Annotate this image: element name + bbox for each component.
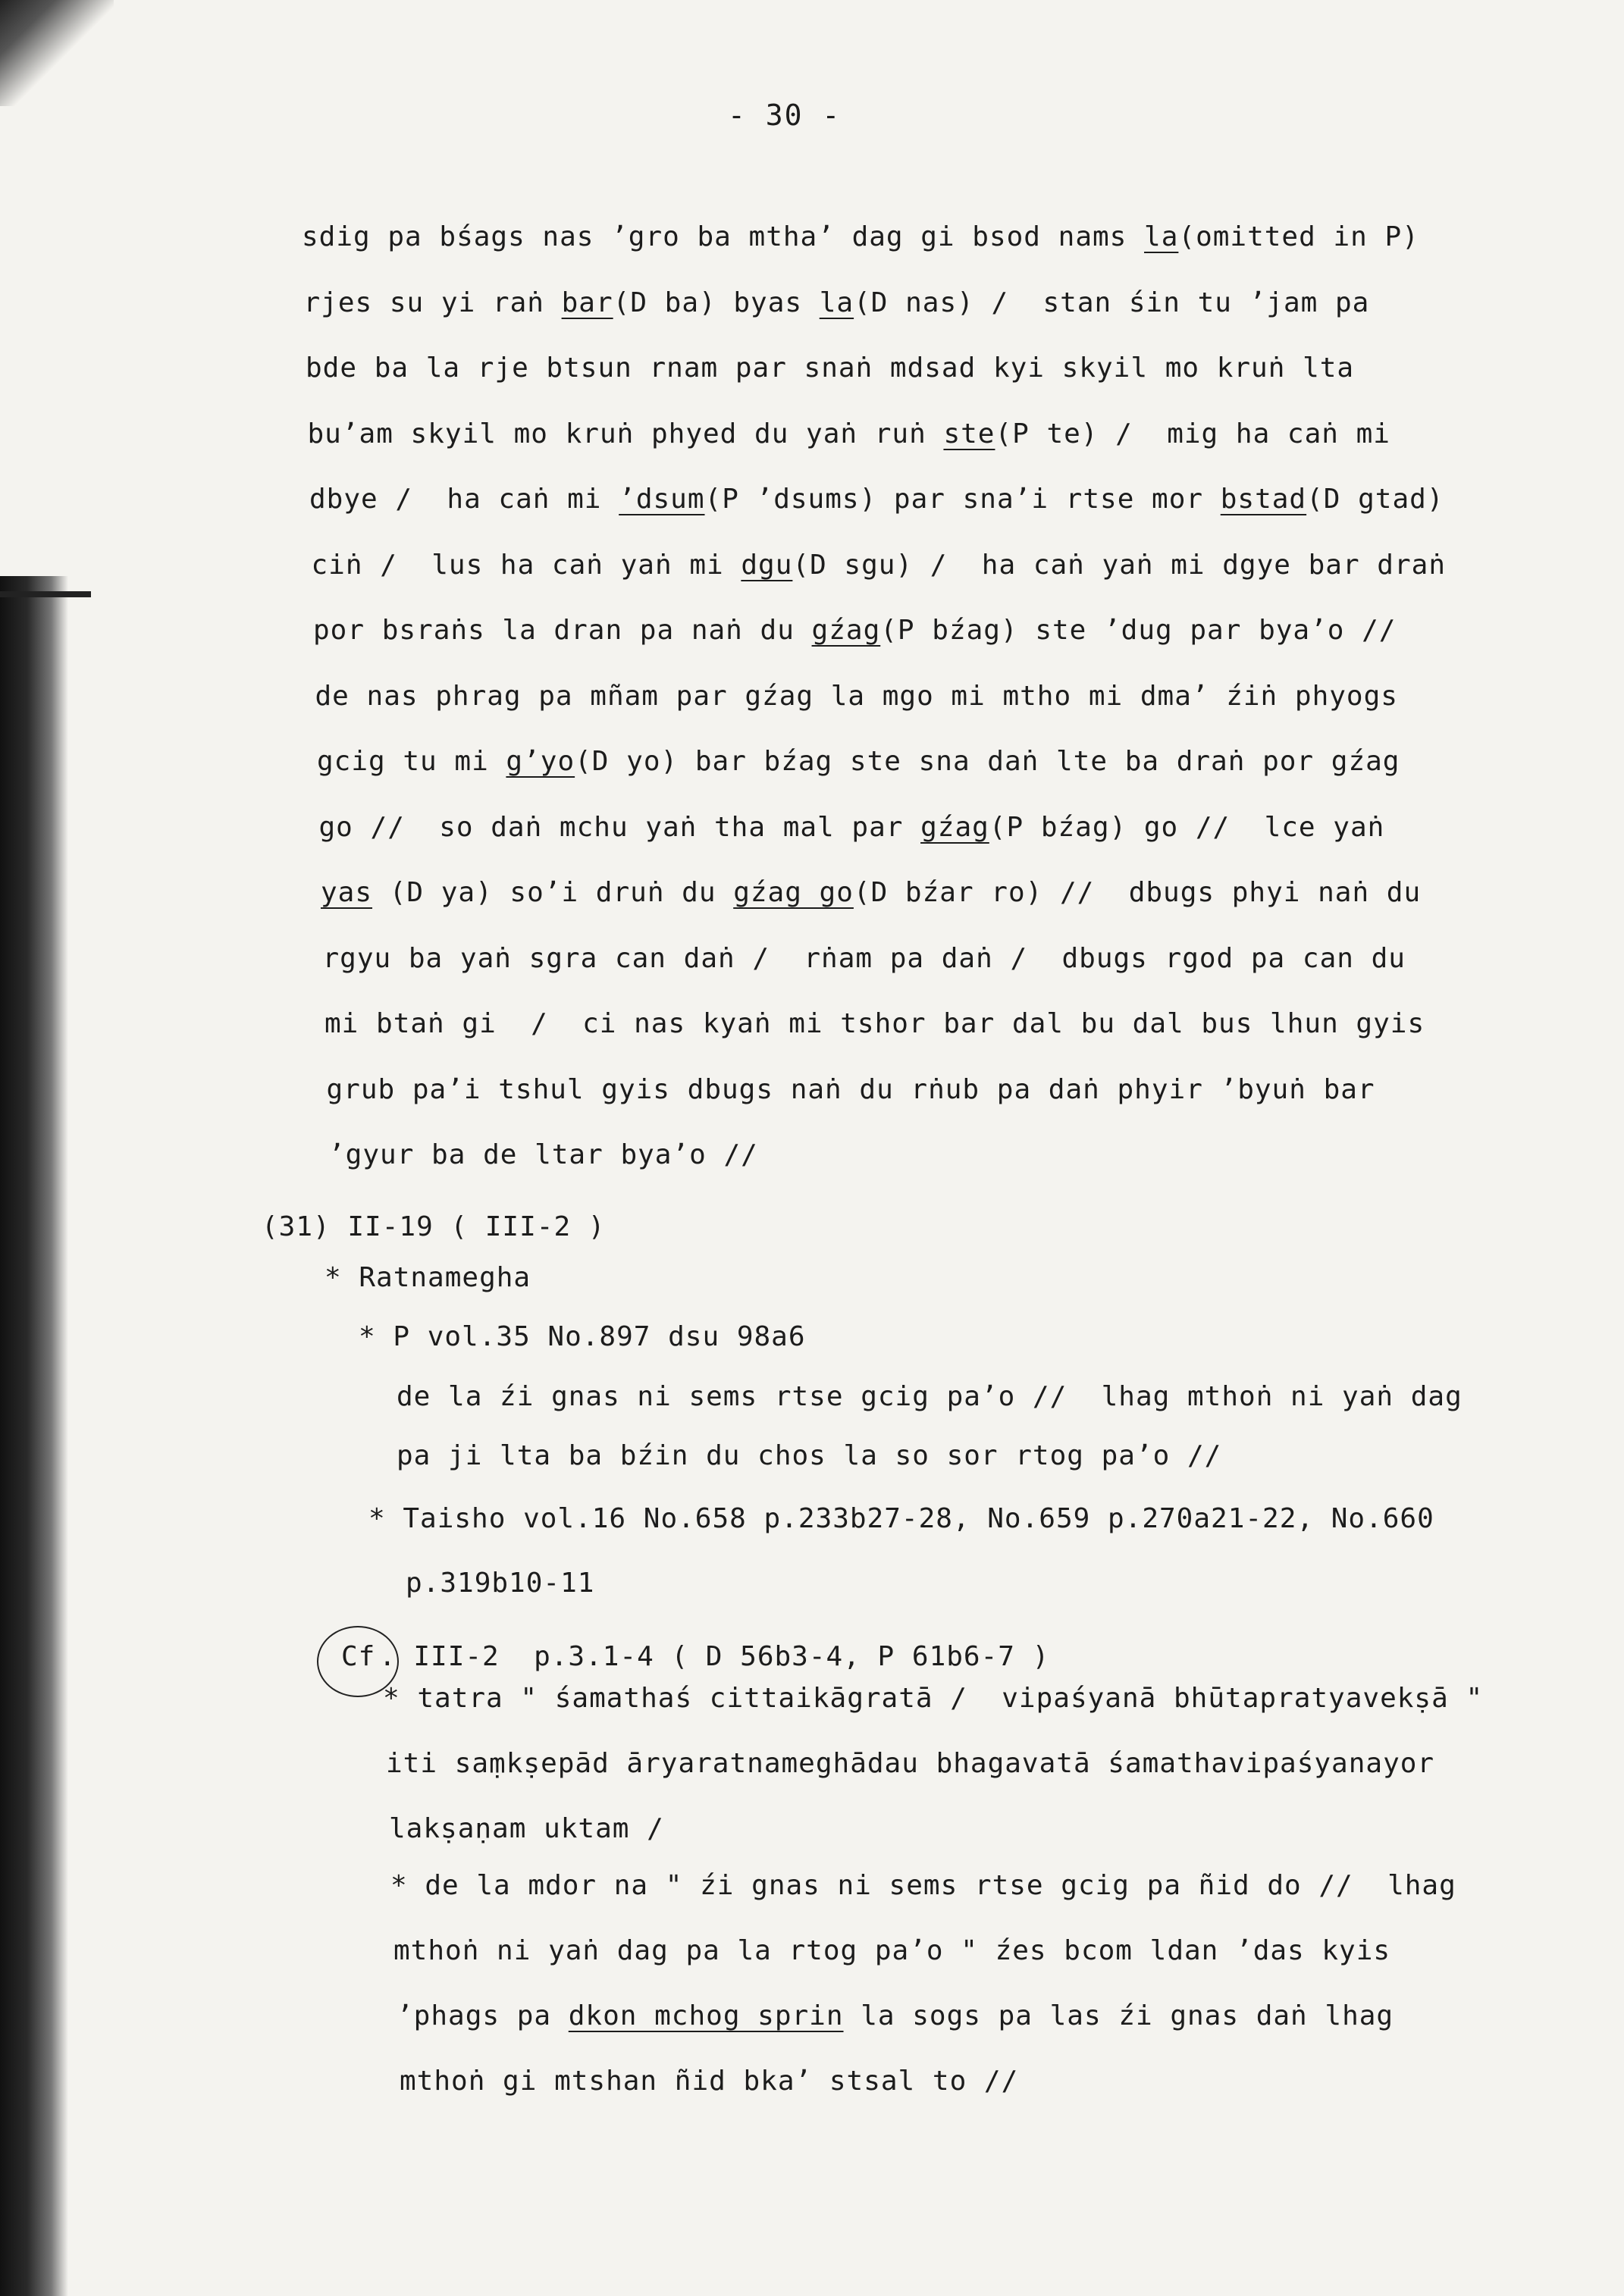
text-segment: (D gtad) — [1306, 484, 1444, 515]
text-segment: (D yo) bar bźag ste sna daṅ lte ba draṅ por gźag — [575, 746, 1400, 777]
underlined-term: gźag — [811, 615, 881, 646]
underlined-term: gźag — [920, 811, 989, 843]
text-segment: sdig pa bśags nas ʼgro ba mthaʼ dag gi bsod nams — [302, 221, 1145, 252]
text-line — [323, 943, 1406, 974]
underlined-term: ʼdsum — [619, 484, 705, 515]
taisho-reference: * Taisho vol.16 No.658 p.233b27-28, No.659 p.270a21-22, No.660 — [368, 1503, 1434, 1534]
underlined-term: bar — [561, 287, 613, 318]
text-line — [306, 352, 1354, 384]
text-segment: rgyu ba yaṅ sgra can daṅ / rṅam pa daṅ / dbugs rgod pa can du — [322, 942, 1406, 974]
text-line — [327, 1074, 1375, 1105]
text-segment: mthoṅ gi mtshan ñid bkaʼ stsal to // — [400, 2066, 1019, 2097]
text-segment: (D sgu) / ha caṅ yaṅ mi dgye bar draṅ — [792, 549, 1446, 581]
text-segment: ʼgyur ba de ltar byaʼo // — [328, 1139, 758, 1170]
text-line — [312, 550, 1447, 581]
text-line — [308, 418, 1390, 449]
section-heading: (31) II-19 ( III-2 ) — [262, 1211, 606, 1242]
underlined-term: gźag go — [733, 877, 854, 908]
text-segment: dbye / ha caṅ mi — [309, 484, 619, 515]
text-segment: de nas phrag pa mñam par gźag la mgo mi mtho mi dmaʼ źiṅ phyogs — [315, 680, 1398, 712]
text-segment: (D nas) / stan śin tu ʼjam pa — [854, 287, 1370, 318]
underlined-term: ste — [943, 418, 995, 449]
text-line — [319, 812, 1385, 843]
text-segment: mthoṅ ni yaṅ dag pa la rtog paʼo " źes bcom ldan ʼdas kyis — [393, 1935, 1391, 1966]
text-segment: (P bźag) ste ʼdug par byaʼo // — [880, 615, 1397, 646]
cf-reference: . III-2 p.3.1-4 ( D 56b3-4, P 61b6-7 ) — [379, 1641, 1050, 1672]
text-segment: (D bźar ro) // dbugs phyi naṅ du — [853, 877, 1422, 908]
text-line — [328, 1139, 758, 1170]
text-segment: bde ba la rje btsun rnam par snaṅ mdsad kyi skyil mo kruṅ lta — [306, 352, 1355, 384]
text-segment: grub paʼi tshul gyis dbugs naṅ du rṅub pa daṅ phyir ʼbyuṅ bar — [326, 1073, 1375, 1105]
text-line — [304, 287, 1370, 318]
text-line — [324, 1008, 1425, 1039]
text-segment: buʼam skyil mo kruṅ phyed du yaṅ ruṅ — [307, 418, 944, 449]
underlined-term: yas — [321, 877, 373, 908]
scan-corner-shadow — [0, 0, 114, 106]
text-segment: (omitted in P) — [1178, 221, 1419, 252]
text-line — [393, 1935, 1390, 1966]
text-segment: gcig tu mi — [317, 746, 506, 777]
text-segment: (P bźag) go // lce yaṅ — [989, 811, 1385, 843]
underlined-term: gʼyo — [506, 746, 575, 777]
scan-binding-edge — [0, 576, 68, 2296]
text-segment: iti saṃkṣepād āryaratnameghādau bhagavatā śamathavipaśyanayor — [386, 1748, 1435, 1779]
peking-reference: * P vol.35 No.897 dsu 98a6 — [359, 1321, 806, 1352]
text-line — [389, 1813, 664, 1844]
text-segment: lakṣaṇam uktam / — [389, 1813, 664, 1844]
text-segment: por bsraṅs la dran pa naṅ du — [313, 615, 812, 646]
text-segment: go // so daṅ mchu yaṅ tha mal par — [318, 811, 921, 843]
underlined-term: la — [1144, 221, 1179, 252]
text-line — [309, 484, 1444, 515]
text-segment: la sogs pa las źi gnas daṅ lhag — [843, 2000, 1394, 2031]
text-line — [313, 615, 1396, 646]
text-segment: (D ba) byas — [613, 287, 820, 318]
text-line — [383, 1683, 1483, 1714]
cf-label: Cf — [341, 1641, 376, 1672]
underlined-term: dkon mchog sprin — [568, 2000, 844, 2031]
text-segment: mi btaṅ gi / ci nas kyaṅ mi tshor bar dal bu dal bus lhun gyis — [324, 1008, 1425, 1039]
underlined-term: dgu — [741, 549, 793, 581]
text-line — [390, 1870, 1456, 1901]
taisho-reference-cont: p.319b10-11 — [406, 1568, 595, 1599]
text-line — [400, 2066, 1018, 2097]
text-segment: * de la mdor na " źi gnas ni sems rtse gcig pa ñid do // lhag — [390, 1870, 1456, 1901]
text-line — [386, 1748, 1434, 1779]
peking-text-line: de la źi gnas ni sems rtse gcig paʼo // lhag mthoṅ ni yaṅ dag — [397, 1381, 1463, 1412]
underlined-term: la — [819, 287, 854, 318]
text-segment: (P te) / mig ha caṅ mi — [995, 418, 1390, 449]
text-segment: ʼphags pa — [397, 2000, 569, 2031]
peking-text-line: pa ji lta ba bźin du chos la so sor rtog paʼo // — [397, 1440, 1222, 1471]
text-line — [321, 877, 1421, 908]
text-segment: (P ʼdsums) par snaʼi rtse mor — [704, 484, 1221, 515]
page-number: - 30 - — [728, 99, 842, 132]
scan-edge-mark — [0, 591, 91, 597]
text-segment: (D ya) soʼi druṅ du — [372, 877, 734, 908]
text-line — [315, 681, 1398, 712]
source-title: * Ratnamegha — [324, 1262, 531, 1293]
text-segment: * tatra " śamathaś cittaikāgratā / vipaśyanā bhūtapratyavekṣā " — [383, 1683, 1484, 1714]
text-line — [397, 2000, 1394, 2031]
text-segment: rjes su yi raṅ — [303, 287, 562, 318]
text-segment: ciṅ / lus ha caṅ yaṅ mi — [311, 549, 741, 581]
text-line — [302, 221, 1419, 252]
text-line — [317, 746, 1400, 777]
underlined-term: bstad — [1220, 484, 1307, 515]
